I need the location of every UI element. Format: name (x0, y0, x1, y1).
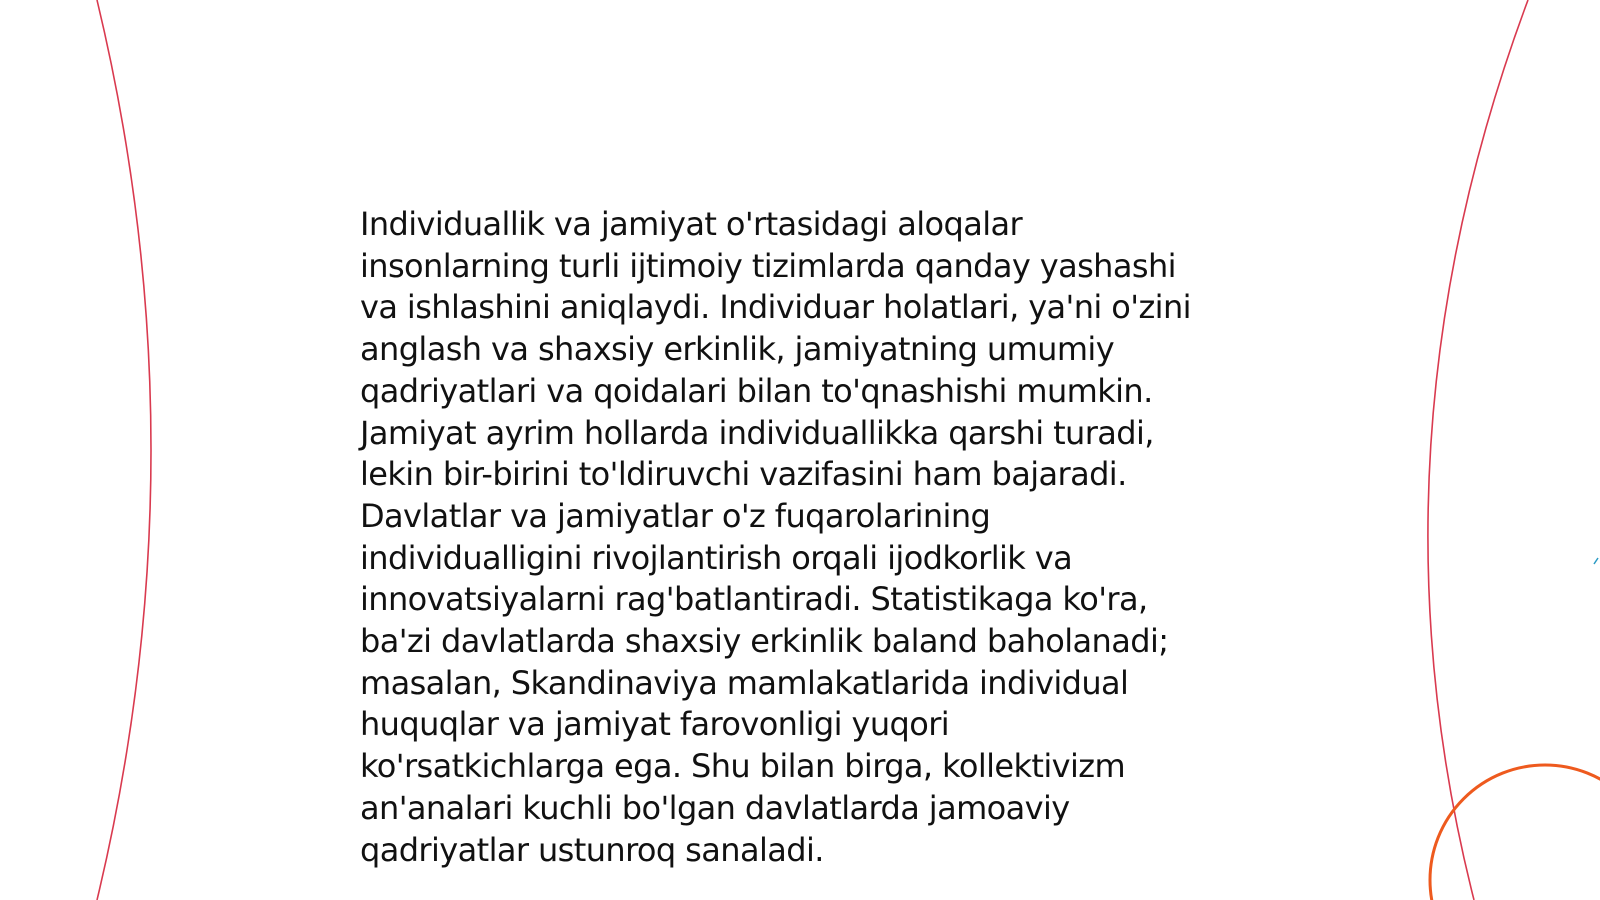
paragraph-line: Davlatlar va jamiyatlar o'z fuqarolarining (360, 496, 991, 535)
paragraph-line: insonlarning turli ijtimoiy tizimlarda qanday yashashi (360, 246, 1176, 285)
paragraph-line: va ishlashini aniqlaydi. Individuar holatlari, ya'ni o'zini (360, 288, 1191, 327)
orange-circle (1430, 765, 1600, 900)
body-paragraph (360, 204, 1240, 871)
paragraph-line: huquqlar va jamiyat farovonligi yuqori (360, 705, 950, 744)
left-curve (97, 0, 151, 900)
paragraph-line: ko'rsatkichlarga ega. Shu bilan birga, kollektivizm (360, 747, 1126, 786)
paragraph-line: masalan, Skandinaviya mamlakatlarida individual (360, 663, 1129, 702)
paragraph-line: anglash va shaxsiy erkinlik, jamiyatning umumiy (360, 330, 1115, 369)
paragraph-line: an'analari kuchli bo'lgan davlatlarda jamoaviy (360, 788, 1070, 827)
paragraph-line: innovatsiyalarni rag'batlantiradi. Statistikaga ko'ra, (360, 580, 1148, 619)
paragraph-line: individualligini rivojlantirish orqali ijodkorlik va (360, 538, 1073, 577)
paragraph-line: ba'zi davlatlarda shaxsiy erkinlik baland baholanadi; (360, 622, 1169, 661)
paragraph-line: Jamiyat ayrim hollarda individuallikka qarshi turadi, (360, 413, 1154, 452)
paragraph-line: qadriyatlar ustunroq sanaladi. (360, 830, 824, 869)
paragraph-line: qadriyatlari va qoidalari bilan to'qnashishi mumkin. (360, 371, 1153, 410)
paragraph-line: lekin bir-birini to'ldiruvchi vazifasini ham bajaradi. (360, 455, 1127, 494)
paragraph-line: Individuallik va jamiyat o'rtasidagi aloqalar (360, 205, 1023, 243)
teal-accent (1594, 558, 1598, 564)
right-curve (1428, 0, 1528, 900)
